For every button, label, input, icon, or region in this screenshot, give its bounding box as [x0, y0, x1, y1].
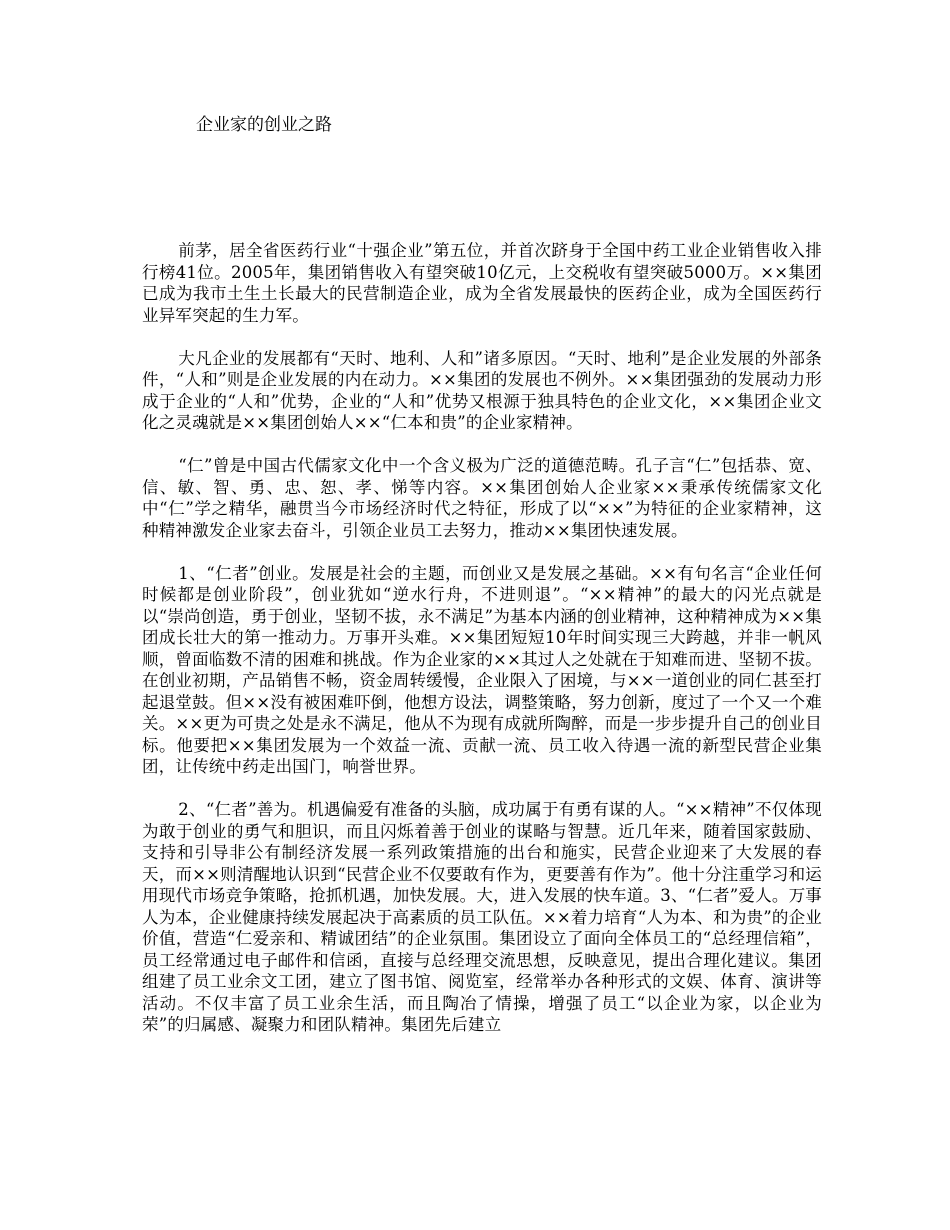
paragraph-2: 大凡企业的发展都有“天时、地利、人和”诸多原因。“天时、地利”是企业发展的外部条件，“人和”则是企业发展的内在动力。××集团的发展也不例外。××集团强劲的发展动力形成于企业的“人和”优势，企业的“人和”优势又根源于独具特色的企业文化，××集团企业文化之灵魂就是××集团创始人××“仁本和贵”的企业家精神。 — [142, 348, 822, 432]
document-title: 企业家的创业之路 — [196, 115, 332, 135]
paragraph-1: 前茅，居全省医药行业“十强企业”第五位，并首次跻身于全国中药工业企业销售收入排行榜41位。2005年，集团销售收入有望突破10亿元，上交税收有望突破5000万。××集团已成为我市土生土长最大的民营制造企业，成为全省发展最快的医药企业，成为全国医药行业异军突起的生力军。 — [142, 241, 822, 325]
paragraph-3: “仁”曾是中国古代儒家文化中一个含义极为广泛的道德范畴。孔子言“仁”包括恭、宽、信、敏、智、勇、忠、恕、孝、悌等内容。××集团创始人企业家××秉承传统儒家文化中“仁”学之精华，融贯当今市场经济时代之特征，形成了以“××”为特征的企业家精神，这种精神激发企业家去奋斗，引领企业员工去努力，推动××集团快速发展。 — [142, 456, 822, 540]
paragraph-4: 1、“仁者”创业。发展是社会的主题，而创业又是发展之基础。××有句名言“企业任何时候都是创业阶段”，创业犹如“逆水行舟，不进则退”。“××精神”的最大的闪光点就是以“崇尚创造，勇于创业，坚韧不拔，永不满足”为基本内涵的创业精神，这种精神成为××集团成长壮大的第一推动力。万事开头难。××集团短短10年时间实现三大跨越，并非一帆风顺，曾面临数不清的困难和挑战。作为企业家的××其过人之处就在于知难而进、坚韧不拔。在创业初期，产品销售不畅，资金周转缓慢，企业限入了困境，与××一道创业的同仁甚至打起退堂鼓。但××没有被困难吓倒，他想方设法，调整策略，努力创新，度过了一个又一个难关。××更为可贵之处是永不满足，他从不为现有成就所陶醉，而是一步步提升自己的创业目标。他要把××集团发展为一个效益一流、贡献一流、员工收入待遇一流的新型民营企业集团，让传统中药走出国门，响誉世界。 — [142, 563, 822, 776]
paragraph-5: 2、“仁者”善为。机遇偏爱有准备的头脑，成功属于有勇有谋的人。“××精神”不仅体现为敢于创业的勇气和胆识，而且闪烁着善于创业的谋略与智慧。近几年来，随着国家鼓励、支持和引导非公有制经济发展一系列政策措施的出台和施实，民营企业迎来了大发展的春天，而××则清醒地认识到“民营企业不仅要敢有作为，更要善有作为”。他十分注重学习和运用现代市场竞争策略，抢抓机遇，加快发展。大，进入发展的快车道。3、“仁者”爱人。万事人为本，企业健康持续发展起决于高素质的员工队伍。××着力培育“人为本、和为贵”的企业价值，营造“仁爱亲和、精诚团结”的企业氛围。集团设立了面向全体员工的“总经理信箱”，员工经常通过电子邮件和信函，直接与总经理交流思想，反映意见，提出合理化建议。集团组建了员工业余文工团，建立了图书馆、阅览室，经常举办各种形式的文娱、体育、演讲等活动。不仅丰富了员工业余生活，而且陶冶了情操，增强了员工“以企业为家，以企业为荣”的归属感、凝聚力和团队精神。集团先后建立 — [142, 800, 822, 1034]
document-body — [142, 240, 822, 1057]
